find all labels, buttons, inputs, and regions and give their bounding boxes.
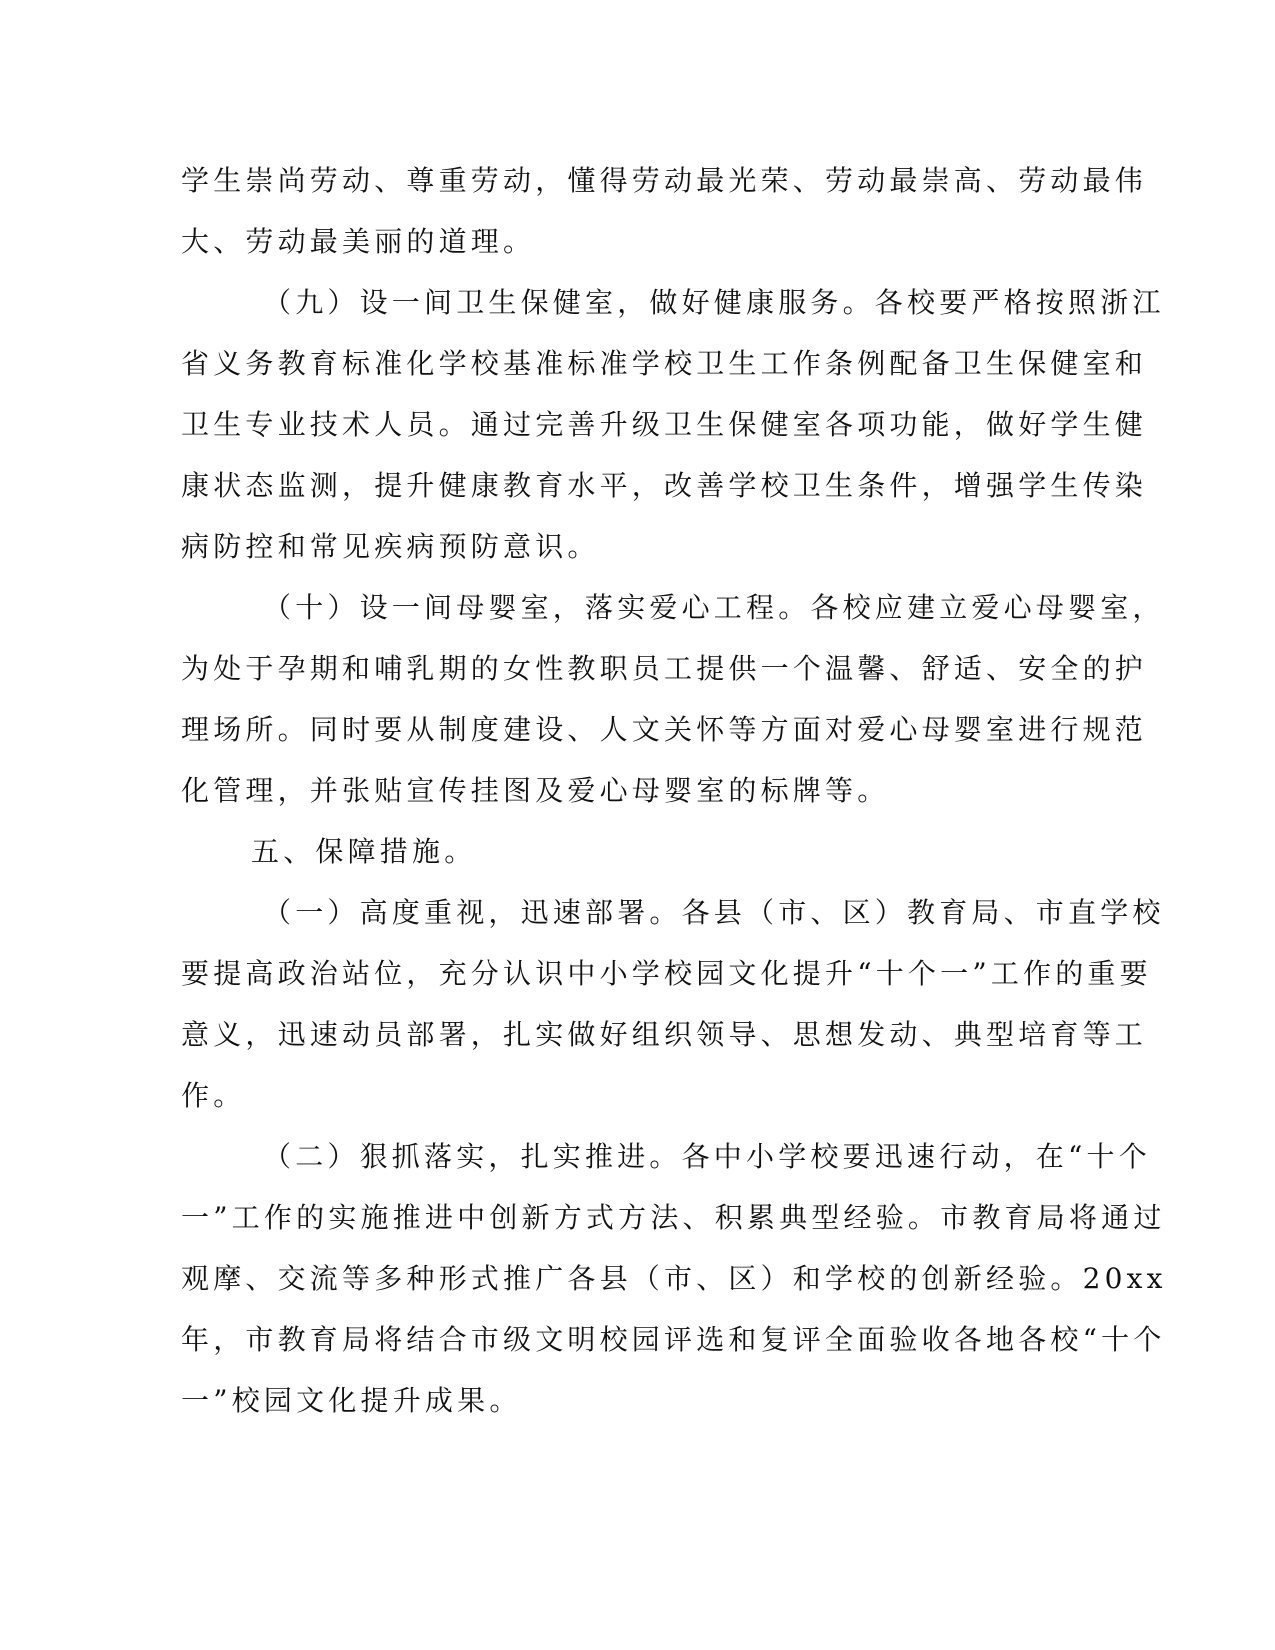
paragraph-start-line: （一）高度重视，迅速部署。各县（市、区）教育局、市直学校: [263, 896, 1165, 929]
document-page: [181, 150, 1167, 1431]
text-line: 省义务教育标准化学校基准标准学校卫生工作条例配备卫生保健室和: [181, 347, 1148, 380]
text-line: 病防控和常见疾病预防意识。: [181, 530, 600, 563]
text-line: 观摩、交流等多种形式推广各县（市、区）和学校的创新经验。20xx: [181, 1262, 1167, 1295]
text-line: 意义，迅速动员部署，扎实做好组织领导、思想发动、典型培育等工: [181, 1018, 1148, 1051]
text-line: 一”工作的实施推进中创新方式方法、积累典型经验。市教育局将通过: [181, 1201, 1166, 1234]
paragraph-start-line: （二）狠抓落实，扎实推进。各中小学校要迅速行动，在“十个: [263, 1140, 1151, 1173]
paragraph-start-line: （九）设一间卫生保健室，做好健康服务。各校要严格按照浙江: [263, 286, 1165, 319]
text-line: 一”校园文化提升成果。: [181, 1384, 522, 1417]
text-line: 康状态监测，提升健康教育水平，改善学校卫生条件，增强学生传染: [181, 469, 1148, 502]
paragraph-start-line: （十）设一间母婴室，落实爱心工程。各校应建立爱心母婴室，: [263, 591, 1165, 624]
text-line: 化管理，并张贴宣传挂图及爱心母婴室的标牌等。: [181, 774, 890, 807]
text-line: 为处于孕期和哺乳期的女性教职员工提供一个温馨、舒适、安全的护: [181, 652, 1148, 685]
text-line: 学生崇尚劳动、尊重劳动，懂得劳动最光荣、劳动最崇高、劳动最伟: [181, 164, 1148, 197]
text-line: 年，市教育局将结合市级文明校园评选和复评全面验收各地各校“十个: [181, 1323, 1166, 1356]
text-line: 作。: [181, 1079, 246, 1112]
text-line: 大、劳动最美丽的道理。: [181, 225, 536, 258]
section-heading: 五、保障措施。: [251, 835, 477, 868]
text-line: 要提高政治站位，充分认识中小学校园文化提升“十个一”工作的重要: [181, 957, 1152, 990]
text-line: 理场所。同时要从制度建设、人文关怀等方面对爱心母婴室进行规范: [181, 713, 1148, 746]
text-line: 卫生专业技术人员。通过完善升级卫生保健室各项功能，做好学生健: [181, 408, 1148, 441]
